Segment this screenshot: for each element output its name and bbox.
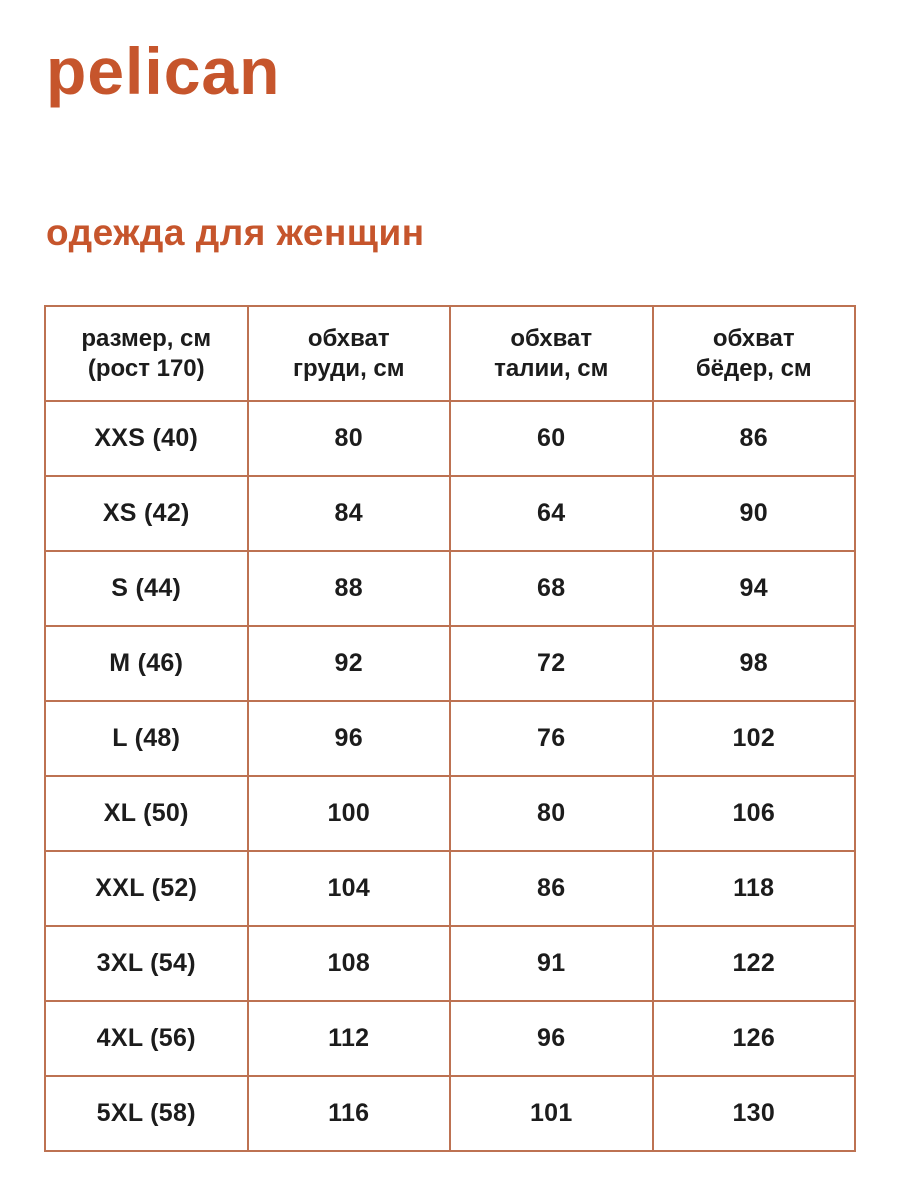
header-chest-line2: груди, см — [292, 354, 405, 382]
table-row — [45, 851, 855, 926]
header-size-line2: (рост 170) — [87, 354, 205, 382]
size-cell: XXL (52) — [45, 851, 248, 926]
header-waist-line1: обхват — [510, 324, 593, 352]
size-cell: L (48) — [45, 701, 248, 776]
hips-cell: 122 — [653, 926, 856, 1001]
chest-cell: 112 — [248, 1001, 451, 1076]
size-cell: XL (50) — [45, 776, 248, 851]
waist-cell: 101 — [450, 1076, 653, 1151]
hips-cell: 130 — [653, 1076, 856, 1151]
page-title: одежда для женщин — [46, 212, 425, 253]
size-cell: XS (42) — [45, 476, 248, 551]
waist-cell: 76 — [450, 701, 653, 776]
hips-cell: 98 — [653, 626, 856, 701]
chest-cell: 88 — [248, 551, 451, 626]
size-cell: M (46) — [45, 626, 248, 701]
table-row — [45, 401, 855, 476]
chest-cell: 116 — [248, 1076, 451, 1151]
hips-cell: 94 — [653, 551, 856, 626]
size-cell: 3XL (54) — [45, 926, 248, 1001]
waist-cell: 80 — [450, 776, 653, 851]
table-row — [45, 701, 855, 776]
header-chest-line1: обхват — [307, 324, 390, 352]
chest-cell: 84 — [248, 476, 451, 551]
header-hips-line1: обхват — [712, 324, 795, 352]
table-row — [45, 1001, 855, 1076]
brand-logo: pelican — [46, 34, 281, 108]
hips-cell: 106 — [653, 776, 856, 851]
header-cell-size — [45, 306, 248, 401]
hips-cell: 86 — [653, 401, 856, 476]
waist-cell: 60 — [450, 401, 653, 476]
size-chart-table — [44, 305, 856, 1152]
header-hips-line2: бёдер, см — [695, 354, 812, 382]
table-row — [45, 1076, 855, 1151]
size-chart-header — [45, 306, 855, 401]
header-size-line1: размер, см — [81, 324, 212, 352]
table-row — [45, 476, 855, 551]
waist-cell: 96 — [450, 1001, 653, 1076]
header-cell-hips — [653, 306, 856, 401]
size-chart-body — [45, 401, 855, 1151]
header-row — [45, 306, 855, 401]
chest-cell: 96 — [248, 701, 451, 776]
chest-cell: 108 — [248, 926, 451, 1001]
chest-cell: 92 — [248, 626, 451, 701]
size-cell: 4XL (56) — [45, 1001, 248, 1076]
waist-cell: 86 — [450, 851, 653, 926]
chest-cell: 80 — [248, 401, 451, 476]
table-row — [45, 551, 855, 626]
header-waist-line2: талии, см — [494, 354, 609, 382]
table-row — [45, 926, 855, 1001]
hips-cell: 90 — [653, 476, 856, 551]
waist-cell: 64 — [450, 476, 653, 551]
hips-cell: 118 — [653, 851, 856, 926]
waist-cell: 72 — [450, 626, 653, 701]
waist-cell: 68 — [450, 551, 653, 626]
hips-cell: 126 — [653, 1001, 856, 1076]
table-row — [45, 626, 855, 701]
size-cell: XXS (40) — [45, 401, 248, 476]
hips-cell: 102 — [653, 701, 856, 776]
waist-cell: 91 — [450, 926, 653, 1001]
size-cell: 5XL (58) — [45, 1076, 248, 1151]
header-cell-waist — [450, 306, 653, 401]
size-cell: S (44) — [45, 551, 248, 626]
chest-cell: 100 — [248, 776, 451, 851]
header-cell-chest — [248, 306, 451, 401]
table-row — [45, 776, 855, 851]
chest-cell: 104 — [248, 851, 451, 926]
